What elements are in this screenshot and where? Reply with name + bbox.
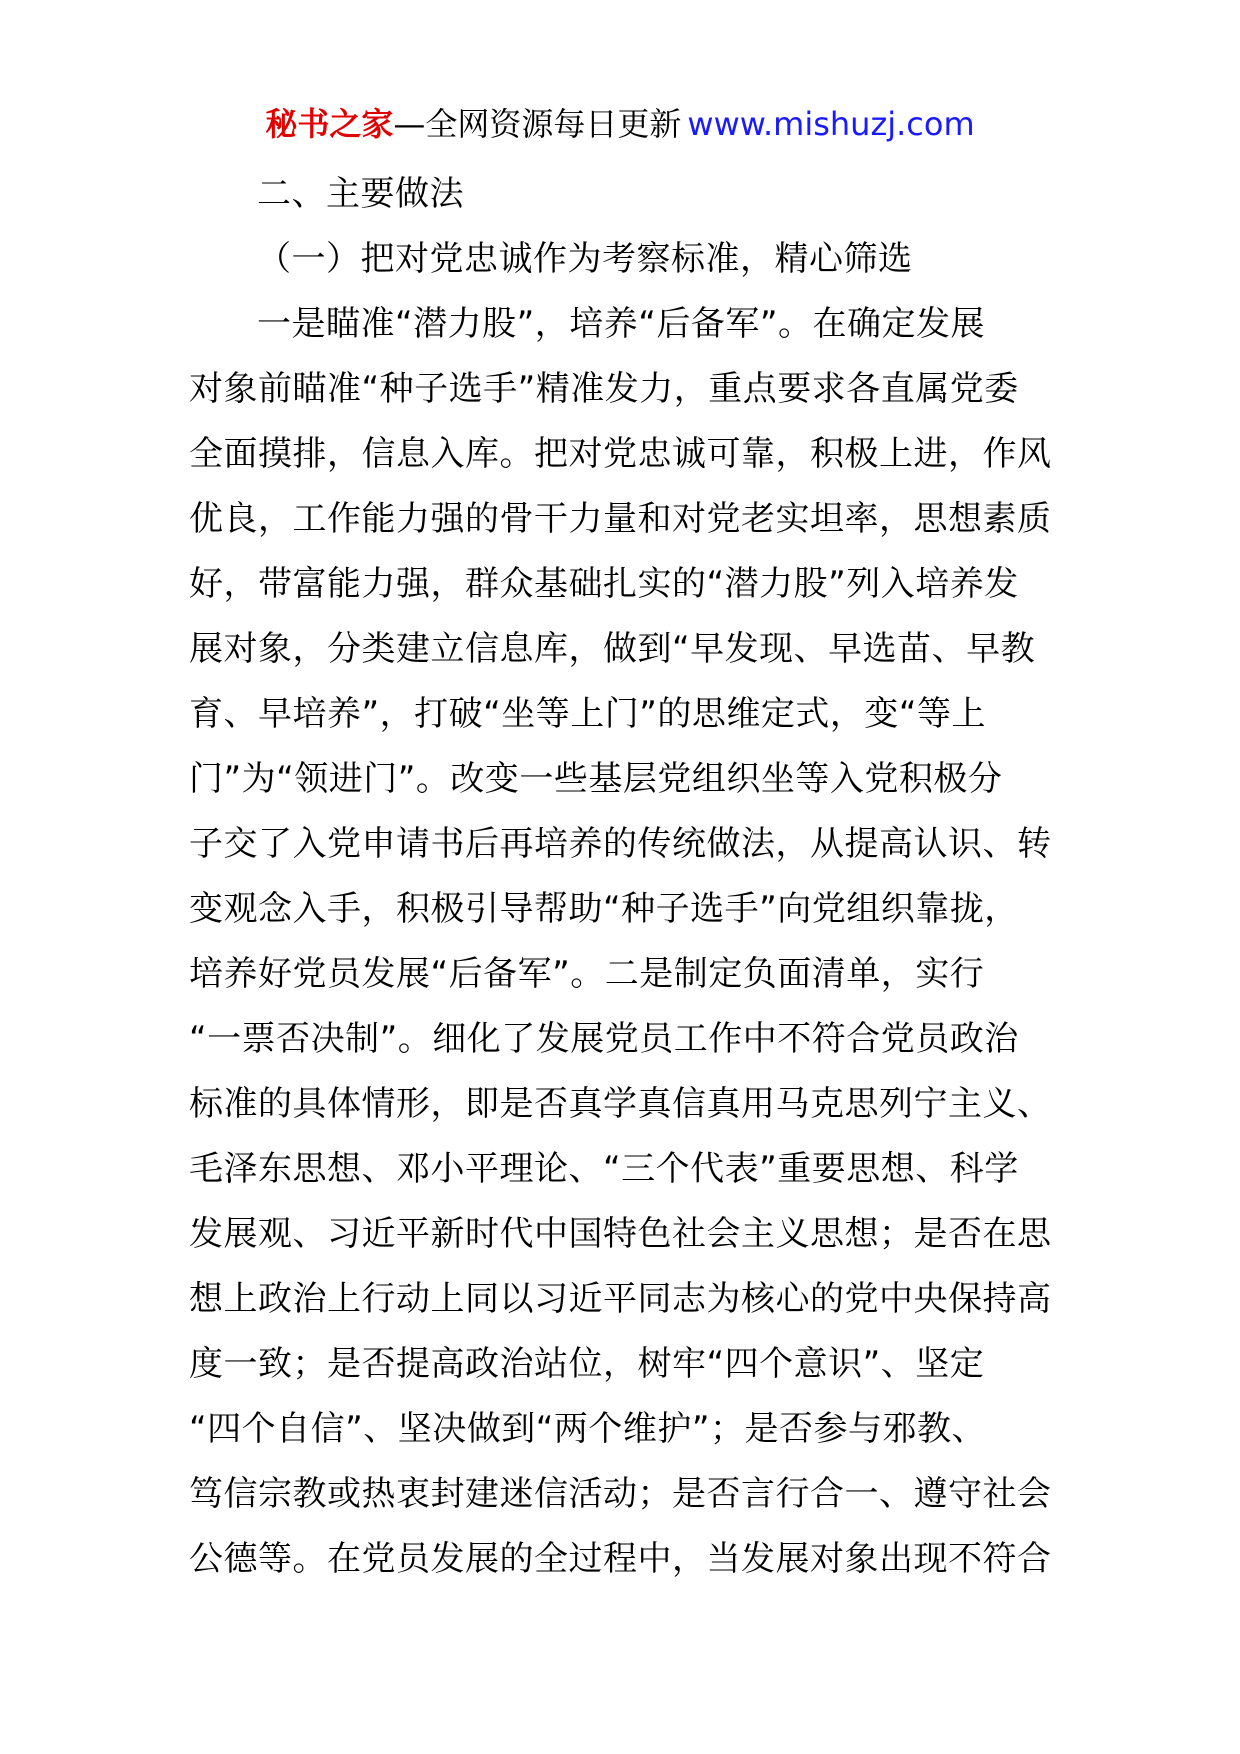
watermark-header <box>0 100 1240 148</box>
paragraph-line: 好，带富能力强，群众基础扎实的“潜力股”列入培养发 <box>189 564 1019 604</box>
paragraph-line: 想上政治上行动上同以习近平同志为核心的党中央保持高 <box>189 1279 1052 1319</box>
paragraph-line: 优良，工作能力强的骨干力量和对党老实坦率，思想素质 <box>189 499 1052 539</box>
paragraph-line: 标准的具体情形，即是否真学真信真用马克思列宁主义、 <box>189 1084 1052 1124</box>
paragraph-line: 门”为“领进门”。改变一些基层党组织坐等入党积极分 <box>189 759 1003 799</box>
paragraph-line: 培养好党员发展“后备军”。二是制定负面清单，实行 <box>189 954 985 994</box>
paragraph-line: “一票否决制”。细化了发展党员工作中不符合党员政治 <box>189 1019 1019 1059</box>
paragraph-line: 变观念入手，积极引导帮助“种子选手”向党组织靠拢， <box>189 889 1019 929</box>
document-body <box>189 162 1061 1592</box>
paragraph-line: 公德等。在党员发展的全过程中，当发展对象出现不符合 <box>189 1539 1052 1579</box>
paragraph-line: 发展观、习近平新时代中国特色社会主义思想；是否在思 <box>189 1214 1052 1254</box>
paragraph-line: 度一致；是否提高政治站位，树牢“四个意识”、坚定 <box>189 1344 985 1384</box>
site-url-link[interactable]: www.mishuzj.com <box>687 105 975 143</box>
paragraph-line: “四个自信”、坚决做到“两个维护”；是否参与邪教、 <box>189 1409 986 1449</box>
paragraph-line: 全面摸排，信息入库。把对党忠诚可靠，积极上进，作风 <box>189 434 1052 474</box>
tagline: —全网资源每日更新 <box>393 105 682 143</box>
paragraph-line: 笃信宗教或热衷封建迷信活动；是否言行合一、遵守社会 <box>189 1474 1052 1514</box>
paragraph-line: 展对象，分类建立信息库，做到“早发现、早选苗、早教 <box>189 629 1036 669</box>
paragraph-line: 对象前瞄准“种子选手”精准发力，重点要求各直属党委 <box>189 369 1019 409</box>
paragraph-line: 子交了入党申请书后再培养的传统做法，从提高认识、转 <box>189 824 1052 864</box>
paragraph-line: 一是瞄准“潜力股”，培养“后备军”。在确定发展 <box>257 304 985 344</box>
subsection-heading: （一）把对党忠诚作为考察标准，精心筛选 <box>257 239 913 279</box>
section-heading: 二、主要做法 <box>257 174 464 214</box>
brand-name: 秘书之家 <box>265 105 394 143</box>
paragraph-line: 育、早培养”，打破“坐等上门”的思维定式，变“等上 <box>189 694 986 734</box>
paragraph-line: 毛泽东思想、邓小平理论、“三个代表”重要思想、科学 <box>189 1149 1019 1189</box>
